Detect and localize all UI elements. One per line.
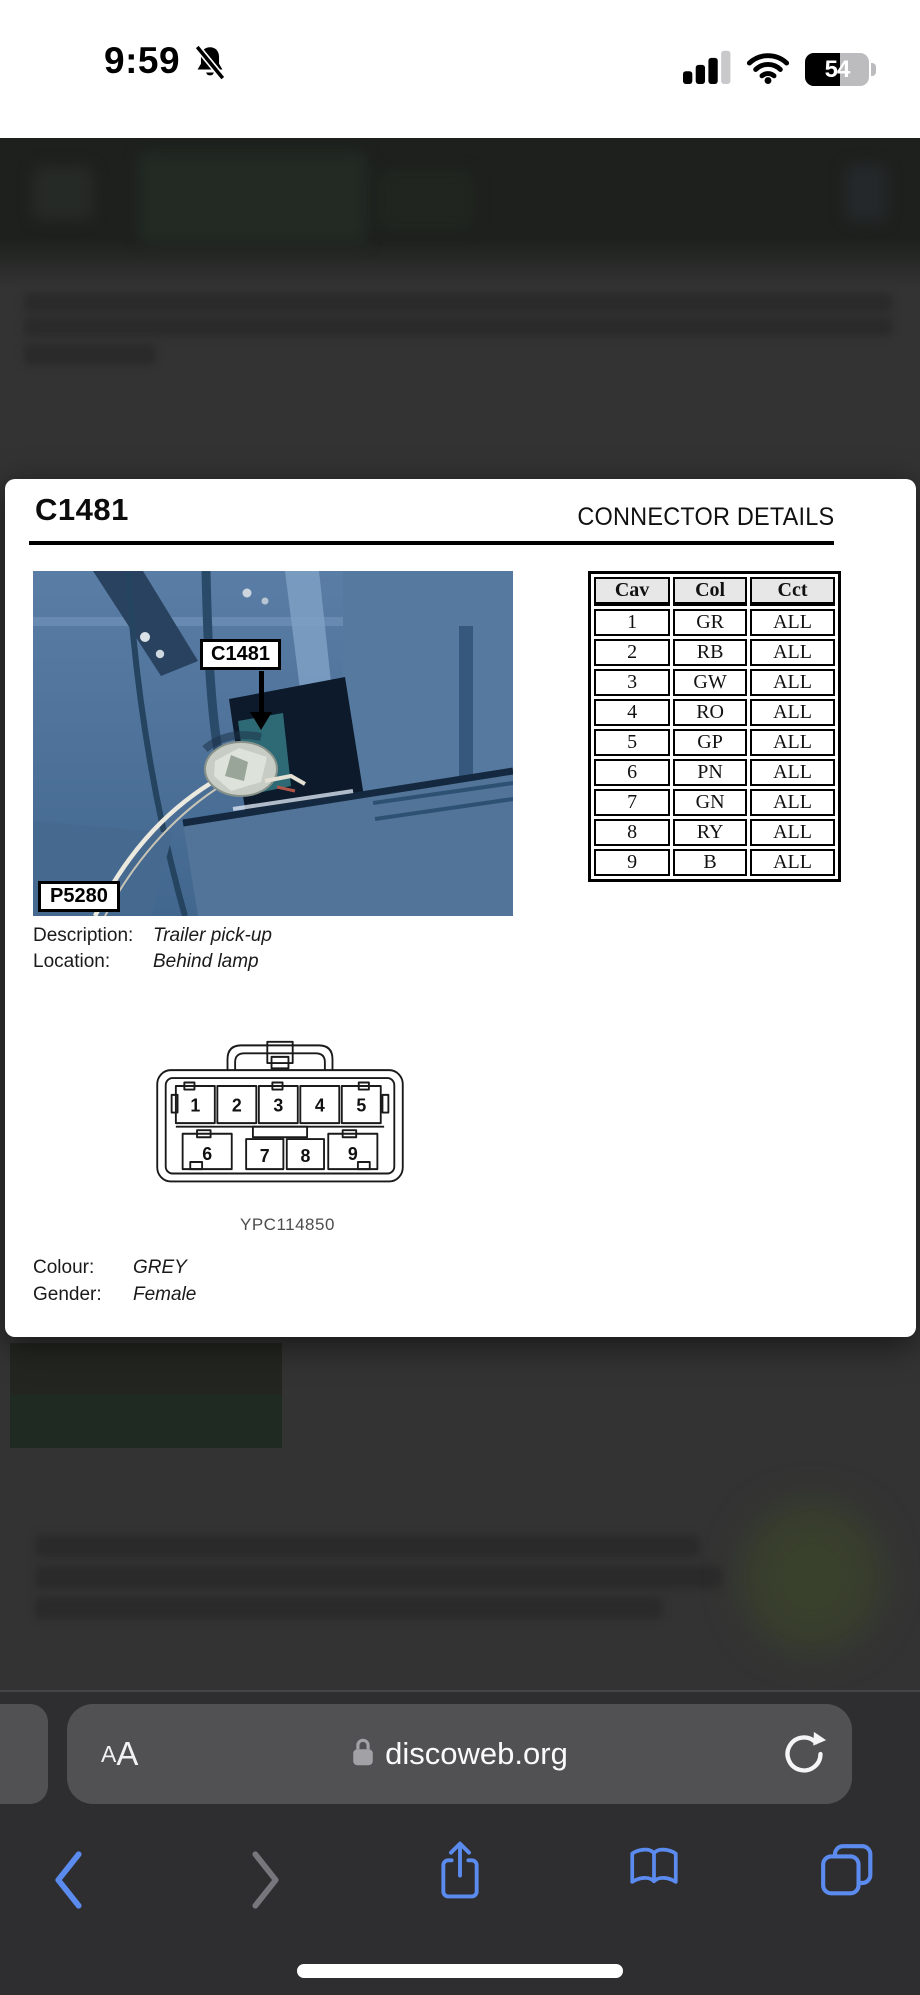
gender-value: Female bbox=[133, 1284, 197, 1305]
tabs-button[interactable] bbox=[818, 1841, 874, 1900]
adjacent-tab-edge bbox=[0, 1704, 48, 1804]
description-label: Description: bbox=[33, 925, 134, 946]
col-header-cct: Cct bbox=[750, 577, 835, 606]
dimmed-avatar-orb bbox=[742, 1503, 882, 1651]
bookmarks-button[interactable] bbox=[626, 1845, 682, 1892]
url-text: discoweb.org bbox=[385, 1736, 568, 1771]
pin-number: 9 bbox=[347, 1143, 358, 1165]
refresh-button[interactable] bbox=[780, 1730, 828, 1781]
pin-number: 4 bbox=[314, 1095, 325, 1116]
table-header-row bbox=[594, 577, 835, 606]
table-row: 3 GW ALL bbox=[594, 669, 835, 696]
pin-number: 8 bbox=[300, 1145, 311, 1167]
photo-callout-box bbox=[200, 639, 281, 670]
connector-details-card[interactable] bbox=[5, 479, 916, 1337]
description-row bbox=[33, 925, 272, 947]
home-indicator[interactable] bbox=[297, 1964, 623, 1978]
pin-number: 2 bbox=[231, 1095, 242, 1116]
photo-callout-label: C1481 bbox=[211, 643, 270, 665]
description-value: Trailer pick-up bbox=[153, 925, 272, 946]
gender-label: Gender: bbox=[33, 1284, 102, 1305]
table-row: 1 GR ALL bbox=[594, 609, 835, 636]
diagram-part-number: YPC114850 bbox=[240, 1215, 335, 1234]
safari-bottom-bar bbox=[0, 1690, 920, 1995]
pin-number: 3 bbox=[273, 1095, 284, 1116]
dimmed-webpage-top bbox=[0, 138, 920, 479]
dimmed-right-icon bbox=[845, 164, 887, 222]
table-row: 4 RO ALL bbox=[594, 699, 835, 726]
pin-number: 7 bbox=[259, 1145, 270, 1167]
col-header-cav: Cav bbox=[594, 577, 670, 606]
callout-arrow bbox=[259, 671, 264, 713]
wifi-icon bbox=[746, 51, 790, 89]
battery-percent: 54 bbox=[824, 56, 850, 83]
pin-wiring-table bbox=[588, 571, 841, 882]
dimmed-webpage-bottom bbox=[0, 1337, 920, 1690]
colour-label: Colour: bbox=[33, 1257, 95, 1278]
location-value: Behind lamp bbox=[153, 951, 259, 972]
dimmed-site-logo bbox=[138, 152, 368, 244]
title-rule bbox=[29, 541, 834, 545]
forward-button[interactable] bbox=[246, 1850, 284, 1913]
battery-icon bbox=[805, 53, 876, 86]
dimmed-logo-text bbox=[378, 170, 473, 230]
location-row bbox=[33, 951, 259, 973]
url-display[interactable] bbox=[67, 1704, 852, 1804]
connector-location-photo bbox=[33, 571, 513, 916]
connector-id-title: C1481 bbox=[35, 492, 129, 527]
pin-number: 6 bbox=[202, 1143, 213, 1165]
connector-details-heading: CONNECTOR DETAILS bbox=[577, 503, 834, 531]
table-row: 7 GN ALL bbox=[594, 789, 835, 816]
connector-face-diagram bbox=[153, 1033, 407, 1190]
photo-id-tag: P5280 bbox=[38, 881, 120, 912]
address-bar[interactable] bbox=[67, 1704, 852, 1804]
share-button[interactable] bbox=[435, 1838, 485, 1905]
colour-value: GREY bbox=[133, 1257, 187, 1278]
table-row: 6 PN ALL bbox=[594, 759, 835, 786]
dimmed-quote-block bbox=[10, 1343, 282, 1448]
pin-number: 5 bbox=[356, 1095, 367, 1116]
back-button[interactable] bbox=[50, 1850, 88, 1913]
table-row: 9 B ALL bbox=[594, 849, 835, 876]
status-bar bbox=[0, 0, 920, 138]
table-row: 8 RY ALL bbox=[594, 819, 835, 846]
cellular-signal-icon bbox=[683, 50, 731, 89]
lock-icon bbox=[351, 1737, 375, 1772]
clock: 9:59 bbox=[104, 40, 181, 81]
notifications-silenced-icon bbox=[192, 44, 228, 89]
col-header-col: Col bbox=[673, 577, 747, 606]
pin-number: 1 bbox=[190, 1095, 201, 1116]
table-row: 5 GP ALL bbox=[594, 729, 835, 756]
dimmed-menu-icon bbox=[32, 166, 94, 220]
colour-row bbox=[33, 1257, 187, 1279]
reader-options-button[interactable]: A A bbox=[101, 1704, 138, 1804]
location-label: Location: bbox=[33, 951, 111, 972]
table-row: 2 RB ALL bbox=[594, 639, 835, 666]
gender-row bbox=[33, 1284, 196, 1306]
